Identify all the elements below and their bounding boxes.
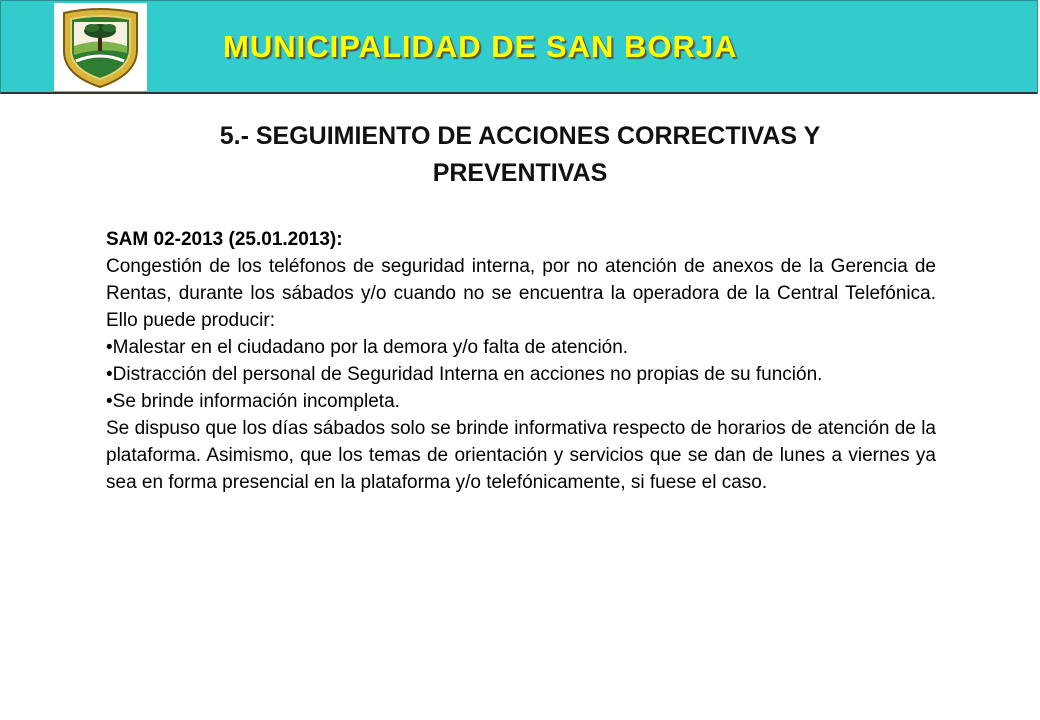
conclusion-paragraph: Se dispuso que los días sábados solo se brinde informativa respecto de horarios de atención de la plataforma. Asimismo, que los temas de orientación y servicios que se dan de lunes a viernes ya sea en forma presencial en la plataforma y/o telefónicamente, si fuese el caso. (106, 418, 936, 493)
municipal-coat-of-arms-icon (54, 3, 147, 91)
section-title-line-2: PREVENTIVAS (432, 159, 608, 187)
content-body (106, 226, 936, 496)
section-title (110, 118, 930, 192)
municipality-title: MUNICIPALIDAD DE SAN BORJA (223, 29, 738, 64)
bullet-item: •Distracción del personal de Seguridad Interna en acciones no propias de su función. (106, 364, 823, 385)
bullet-item: •Malestar en el ciudadano por la demora y/o falta de atención. (106, 337, 629, 358)
case-heading: SAM 02-2013 (25.01.2013): (106, 229, 343, 250)
section-title-line-1: 5.- SEGUIMIENTO DE ACCIONES CORRECTIVAS Y (219, 122, 821, 150)
bullet-item: •Se brinde información incompleta. (106, 391, 400, 412)
intro-paragraph: Congestión de los teléfonos de seguridad interna, por no atención de anexos de la Gerencia de Rentas, durante los sábados y/o cuando no se encuentra la operadora de la Central Telefónica. Ello puede producir: (106, 256, 936, 331)
logo (54, 3, 147, 91)
header-bar (0, 0, 1038, 94)
